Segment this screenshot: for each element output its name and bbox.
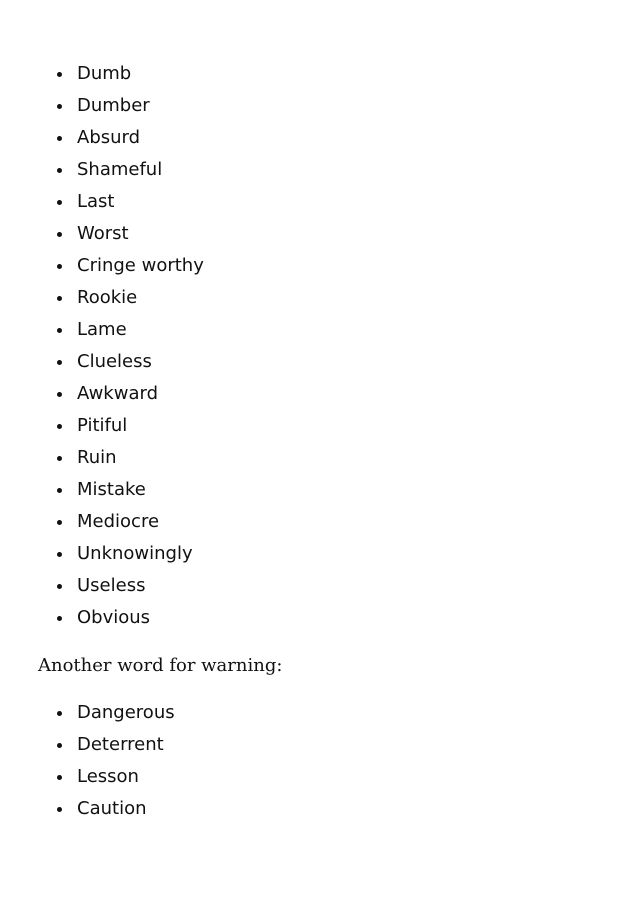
bullet-icon — [57, 392, 62, 397]
list-item — [0, 378, 638, 410]
list-item-text: Mistake — [77, 479, 146, 500]
bullet-icon — [57, 72, 62, 77]
list-item-text: Obvious — [77, 607, 151, 628]
list-item — [0, 410, 638, 442]
bullet-icon — [57, 488, 62, 493]
list-item — [0, 793, 638, 825]
list-item-text: Lame — [77, 319, 127, 340]
bullet-icon — [57, 775, 62, 780]
list-item — [0, 474, 638, 506]
bullet-icon — [57, 711, 62, 716]
bullet-icon — [57, 520, 62, 525]
list-item — [0, 90, 638, 122]
list-item — [0, 538, 638, 570]
warning-synonym-list — [0, 697, 638, 825]
list-item-text: Caution — [77, 798, 147, 819]
bullet-icon — [57, 807, 62, 812]
list-item-text: Useless — [77, 575, 146, 596]
bullet-icon — [57, 616, 62, 621]
list-item — [0, 154, 638, 186]
list-item — [0, 570, 638, 602]
list-item-text: Worst — [77, 223, 129, 244]
bullet-icon — [57, 328, 62, 333]
list-item-text: Shameful — [77, 159, 163, 180]
list-item — [0, 442, 638, 474]
bullet-icon — [57, 136, 62, 141]
list-item — [0, 729, 638, 761]
list-item-text: Unknowingly — [77, 543, 193, 564]
bullet-icon — [57, 743, 62, 748]
list-item — [0, 506, 638, 538]
list-item-text: Mediocre — [77, 511, 160, 532]
list-item-text: Dangerous — [77, 702, 175, 723]
list-item — [0, 58, 638, 90]
list-item — [0, 697, 638, 729]
bullet-icon — [57, 424, 62, 429]
list-item — [0, 186, 638, 218]
bullet-icon — [57, 296, 62, 301]
bullet-icon — [57, 584, 62, 589]
list-item-text: Awkward — [77, 383, 158, 404]
bullet-icon — [57, 232, 62, 237]
list-item-text: Absurd — [77, 127, 141, 148]
list-item-text: Rookie — [77, 287, 138, 308]
list-item — [0, 314, 638, 346]
bullet-icon — [57, 552, 62, 557]
list-item — [0, 250, 638, 282]
section-heading: Another word for warning: — [38, 655, 283, 676]
list-item-text: Pitiful — [77, 415, 128, 436]
list-item — [0, 122, 638, 154]
list-item-text: Last — [77, 191, 115, 212]
list-item — [0, 282, 638, 314]
list-item-text: Lesson — [77, 766, 139, 787]
list-item-text: Deterrent — [77, 734, 164, 755]
list-item — [0, 346, 638, 378]
list-item-text: Dumb — [77, 63, 132, 84]
list-item — [0, 218, 638, 250]
bullet-icon — [57, 168, 62, 173]
list-item — [0, 761, 638, 793]
bullet-icon — [57, 264, 62, 269]
list-item-text: Dumber — [77, 95, 150, 116]
synonym-list — [0, 58, 638, 634]
bullet-icon — [57, 200, 62, 205]
bullet-icon — [57, 360, 62, 365]
list-item-text: Clueless — [77, 351, 152, 372]
list-item-text: Ruin — [77, 447, 117, 468]
bullet-icon — [57, 104, 62, 109]
list-item — [0, 602, 638, 634]
bullet-icon — [57, 456, 62, 461]
list-item-text: Cringe worthy — [77, 255, 204, 276]
